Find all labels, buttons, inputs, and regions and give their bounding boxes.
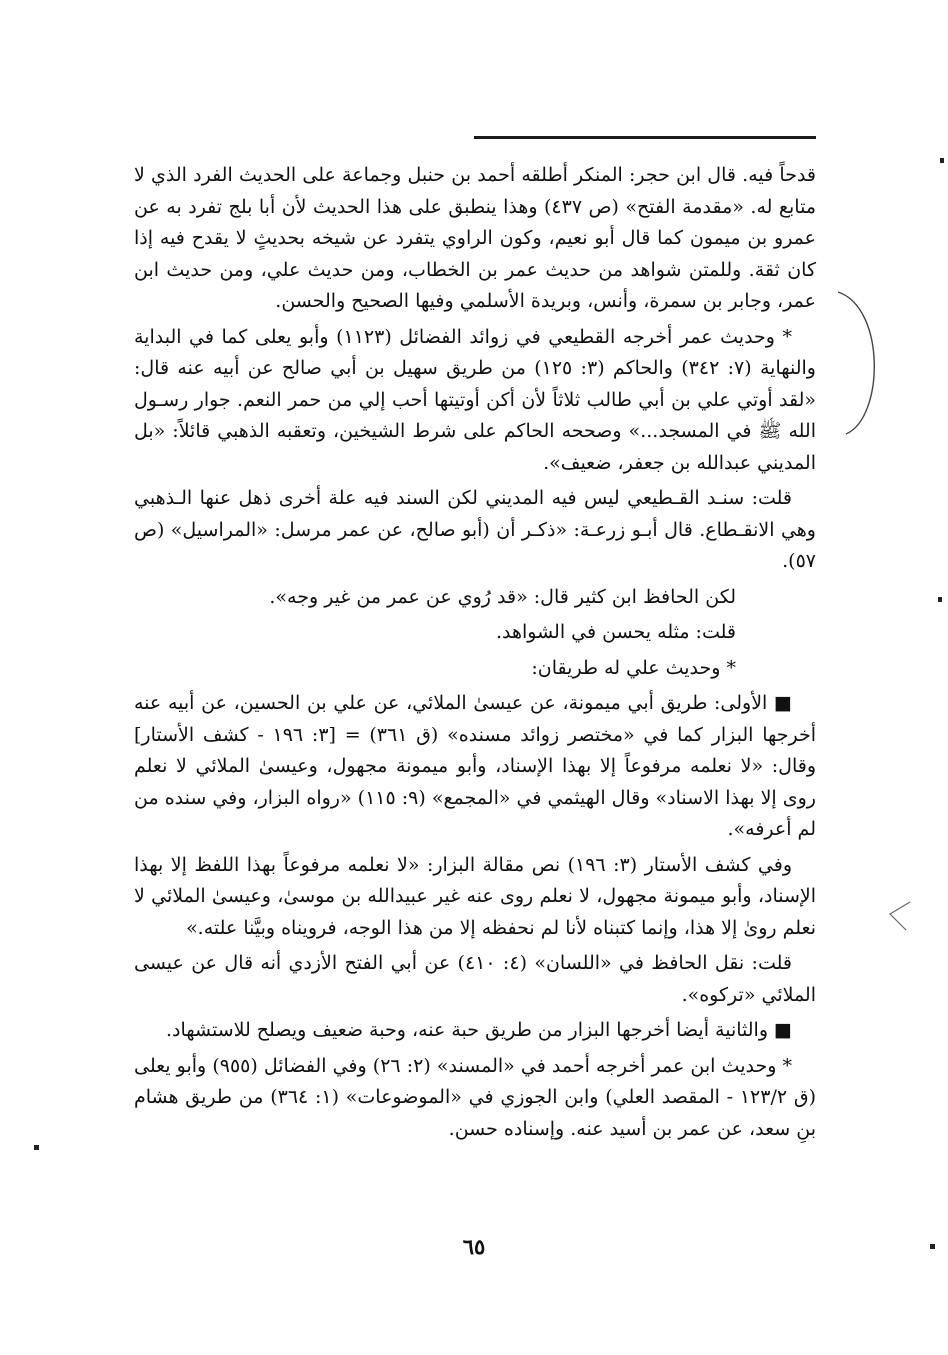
margin-dot-right-1 (940, 158, 944, 163)
page-number: ٦٥ (462, 1234, 486, 1259)
paragraph-9: قلت: نقل الحافظ في «اللسان» (٤: ٤١٠) عن أبي الفتح الأزدي أنه قال عن عيسى الملائي «تركوه». (134, 952, 816, 1006)
paragraph-4: لكن الحافظ ابن كثير قال: «قد رُوي عن عمر من غير وجه». (269, 585, 736, 608)
margin-bracket-mark (826, 288, 886, 438)
margin-check-mark (884, 898, 914, 934)
paragraph-11: * وحديث ابن عمر أخرجه أحمد في «المسند» (٢: ٢٦) وفي الفضائل (٩٥٥) وأبو يعلى (ق ١٢٣/٢ - المقصد العلي) وابن الجوزي في «الموضوعات» (١: ٣٦٤) من طريق هشام بنِ سعد، عن عمر بن أسيد عنه. وإسناده حسن. (134, 1054, 816, 1140)
margin-dot-right-3 (930, 1244, 935, 1249)
paragraph-6: * وحديث علي له طريقان: (531, 656, 736, 679)
margin-dot-right-2 (938, 597, 942, 602)
paragraph-2: * وحديث عمر أخرجه القطيعي في زوائد الفضائل (١١٢٣) وأبو يعلى كما في البداية والنهاية (٧: ٣٤٢) والحاكم (٣: ١٢٥) من طريق سهيل بن أبي صالح عن أبيه عنه قال: «لقد أوتي علي بن أبي طالب ثلاثاً لأن أكن أوتيتها أحب إلي من حمر النعم. جوار رسـول الله ﷺ في المسجد...» وصححه الحاكم على شرط الشيخين، وتعقبه الذهبي قائلاً: «بل المديني عبدالله بن جعفر، ضعيف». (134, 325, 816, 474)
margin-dot-left-1 (34, 1145, 39, 1150)
paragraph-1: قدحاً فيه. قال ابن حجر: المنكر أطلقه أحمد بن حنبل وجماعة على الحديث الفرد الذي لا متابع له. «مقدمة الفتح» (ص ٤٣٧) وهذا ينطبق على هذا الحديث لأن أبا بلج تفرد به عن عمرو بن ميمون كما قال أبو نعيم، وكون الراوي يتفرد عن شيخه بحديثٍ لا يقدح فيه إذا كان ثقة. وللمتن شواهد من حديث عمر بن الخطاب، ومن حديث علي، ومن حديث ابن عمر، وجابر بن سمرة، وأنس، وبريدة الأسلمي وفيها الصحيح والحسن. (134, 164, 816, 312)
body-text (134, 160, 816, 1149)
paragraph-3: قلت: سنـد القـطيعي ليس فيه المديني لكن السند فيه علة أخرى ذهل عنها الـذهبي وهي الانقـطاع. قال أبـو زرعـة: «ذكـر أن (أبو صالح، عن عمر مرسل: «المراسيل» (ص ٥٧). (134, 487, 816, 572)
paragraph-8: وفي كشف الأستار (٣: ١٩٦) نص مقالة البزار: «لا نعلمه مرفوعاً بهذا اللفظ إلا بهذا الإسناد، وأبو ميمونة مجهول، لا نعلم روى عنه غير عبيدالله بن موسىٰ، وعيسىٰ الملائي لا نعلم روىٰ إلا هذا، وإنما كتبناه لأنا لم نحفظه إلا من هذا الوجه، فرويناه وبيَّنا علته.» (134, 853, 816, 939)
paragraph-7: ■ الأولى: طريق أبي ميمونة، عن عيسىٰ الملائي، عن علي بن الحسين، عن أبيه عنه أخرجها البزار كما في «مختصر زوائد مسنده» (ق ٣٦١) = [٣: ١٩٦ - كشف الأستار] وقال: «لا نعلمه مرفوعاً إلا بهذا الإسناد، وأبو ميمونة مجهول، وعيسىٰ الملائي لا نعلم روى إلا بهذا الاسناد» وقال الهيثمي في «المجمع» (٩: ١١٥) «رواه البزار، وفي سنده من لم أعرفه». (134, 692, 816, 840)
paragraph-5: قلت: مثله يحسن في الشواهد. (495, 621, 736, 643)
paragraph-10: ■ والثانية أيضا أخرجها البزار من طريق حبة عنه، وحبة ضعيف ويصلح للاستشهاد. (165, 1019, 792, 1041)
header-rule (474, 136, 816, 139)
